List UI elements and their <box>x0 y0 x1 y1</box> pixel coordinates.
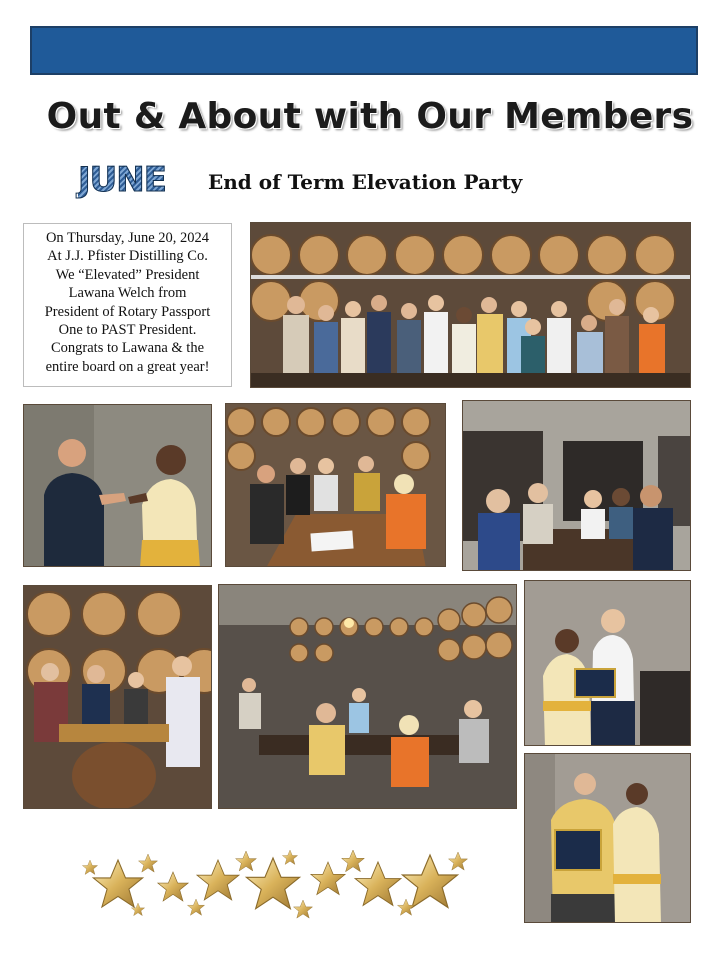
description-line: We “Elevated” President <box>55 266 200 283</box>
description-line: Congrats to Lawana & the <box>50 340 204 357</box>
gold-stars-icon <box>78 848 470 920</box>
description-line: One to PAST President. <box>58 322 197 339</box>
dinner-photo <box>462 400 691 571</box>
barrel-table-photo <box>23 585 212 809</box>
header-banner <box>30 26 698 75</box>
description-line: entire board on a great year! <box>45 358 210 375</box>
certificate-photo-2 <box>524 753 691 923</box>
description-line: Lawana Welch from <box>68 285 187 302</box>
event-description <box>23 223 232 387</box>
room-photo <box>218 584 517 809</box>
description-line: President of Rotary Passport <box>44 303 211 320</box>
page-title: Out & About with Our Members <box>46 96 694 137</box>
group-photo <box>250 222 691 388</box>
month-label: JUNE <box>78 160 166 200</box>
description-line: At J.J. Pfister Distilling Co. <box>47 248 208 265</box>
fist-bump-photo <box>23 404 212 567</box>
description-line: On Thursday, June 20, 2024 <box>45 230 210 246</box>
event-subtitle: End of Term Elevation Party <box>208 170 523 194</box>
table-photo <box>225 403 446 567</box>
certificate-photo <box>524 580 691 746</box>
